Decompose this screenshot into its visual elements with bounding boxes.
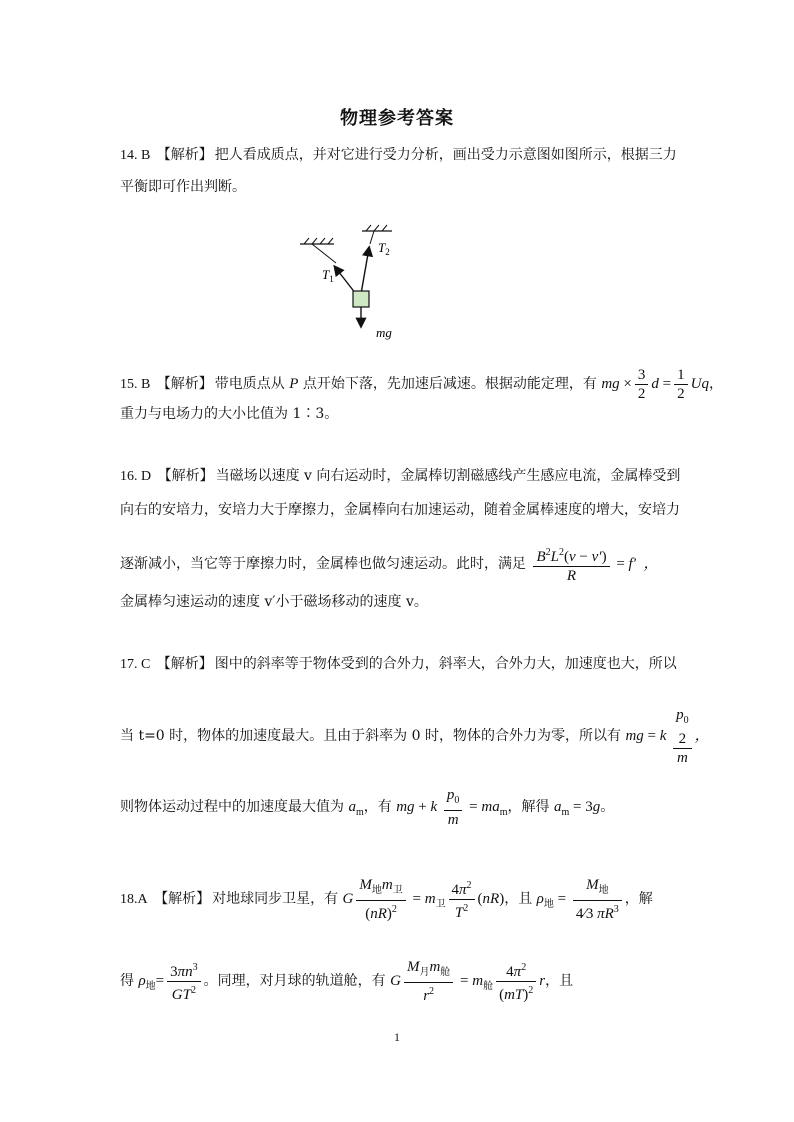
q18-equation-1: G $\frac{M_地m_卫}{(nR)^2}$ = $m_卫$ $\frac{4\pi^2}{T^2}$ (nR) xyxy=(342,877,505,922)
mass-box xyxy=(353,291,369,307)
q16-text-4: 金属棒匀速运动的速度 v′小于磁场移动的速度 v。 xyxy=(120,594,428,610)
q18-text-1a: 对地球同步卫星，有 xyxy=(212,890,339,907)
q17-line-3 xyxy=(120,786,614,829)
q18-text-2b: 。同理，对月球的轨道舱，有 xyxy=(203,972,386,989)
q18-number: 18.A xyxy=(120,891,148,907)
q14-analysis-tag: 【解析】 xyxy=(156,147,213,163)
q17-text-2: 当 t=0 时，物体的加速度最大。且由于斜率为 0 时，物体的合外力为零，所以有 xyxy=(120,727,621,744)
q18-line-2 xyxy=(120,958,573,1005)
left-rope xyxy=(312,244,336,263)
t2-label: $T_2$ xyxy=(378,240,390,257)
t1-label: $T_1$ xyxy=(322,267,334,284)
q17-line-2 xyxy=(120,706,710,767)
q16-number: 16. D xyxy=(120,469,152,484)
q15-line-2 xyxy=(120,404,338,424)
q17-equation-2: mg + k $\frac{p_0}{m}$ = $ma_m$ xyxy=(396,787,508,828)
page-title: 物理参考答案 xyxy=(340,108,454,129)
q18-equation-2: $\rho_地$ = $\frac{M_地}{4⁄3 \pi R^3}$ xyxy=(537,891,625,907)
right-rope xyxy=(370,231,374,244)
q16-line-1 xyxy=(120,466,680,487)
q17-result: $a_m = 3g$ xyxy=(553,798,601,818)
q18-equation-4: G $\frac{M_月m_舱}{r^2}$ = $m_舱$ $\frac{4\pi^2}{(mT)^2}$ r xyxy=(390,959,546,1004)
q15-text-2: 重力与电场力的大小比值为 1∶3。 xyxy=(120,406,339,422)
left-ceiling-hatch xyxy=(304,238,333,244)
q17-text-1: 图中的斜率等于物体受到的合外力，斜率大，合外力大，加速度也大，所以 xyxy=(214,656,677,672)
q18-equation-3: $\rho_地=$ $\frac{3\pi n^3}{GT^2}$ xyxy=(138,973,203,989)
q15-text-b: 点开始下落，先加速后减速。根据动能定理，有 xyxy=(302,375,597,392)
q17-text-3a: 则物体运动过程中的加速度最大值为 xyxy=(120,798,344,815)
q17-am: $a_m$ xyxy=(348,798,364,818)
q18-text-1c: ，解 xyxy=(624,890,653,907)
q17-text-3c: ，解得 xyxy=(507,798,550,815)
q16-text-2: 向右的安培力，安培力大于摩擦力，金属棒向右加速运动，随着金属棒速度的增大，安培力 xyxy=(120,502,680,518)
q16-line-2 xyxy=(120,500,680,520)
q16-line-3 xyxy=(120,544,658,585)
force-diagram xyxy=(290,222,430,347)
right-ceiling-hatch xyxy=(366,225,387,231)
q15-number: 15. B xyxy=(120,376,151,392)
q15-equation: mg × $\frac{3}{2}$ d = $\frac{1}{2}$ Uq xyxy=(601,367,709,402)
q16-line-4 xyxy=(120,592,428,612)
q15-line-1: 15. B 【解析】 带电质点从 P 点开始下落，先加速后减速。根据动能定理，有 mg × $\frac{3}{2}$ d = $\frac{1}{2}$ Uq， xyxy=(120,367,723,402)
q18-text-2c: ，且 xyxy=(545,972,574,989)
tension-t2-arrow xyxy=(361,248,369,294)
q16-analysis-tag: 【解析】 xyxy=(157,468,214,484)
q17-line-1 xyxy=(120,654,677,675)
page-number: 1 xyxy=(394,1030,400,1044)
q18-text-1b: ，且 xyxy=(504,890,533,907)
q17-text-3d: 。 xyxy=(600,798,615,815)
q15-analysis-tag: 【解析】 xyxy=(156,375,213,392)
q15-point-p: P xyxy=(289,375,299,392)
q14-text-2: 平衡即可作出判断。 xyxy=(120,179,246,195)
q17-number: 17. C xyxy=(120,657,151,672)
q15-text-a: 带电质点从 xyxy=(214,375,285,392)
mg-label: mg xyxy=(376,325,392,340)
q17-text-3b: ，有 xyxy=(363,798,392,815)
q14-line-1 xyxy=(120,145,677,166)
q18-analysis-tag: 【解析】 xyxy=(154,890,211,907)
q16-text-1: 当磁场以速度 v 向右运动时，金属棒切割磁感线产生感应电流，金属棒受到 xyxy=(215,468,681,484)
q18-line-1 xyxy=(120,876,653,923)
q18-text-2a: 得 xyxy=(120,972,134,989)
q14-line-2 xyxy=(120,177,246,197)
q17-equation-1: mg = k $p_0$ 2 m ， xyxy=(625,707,710,766)
q17-analysis-tag: 【解析】 xyxy=(156,656,213,672)
q14-number: 14. B xyxy=(120,148,151,163)
q14-text-1: 把人看成质点，并对它进行受力分析，画出受力示意图如图所示，根据三力 xyxy=(214,147,677,163)
q16-text-3: 逐渐减小，当它等于摩擦力时，金属棒也做匀速运动。此时，满足 xyxy=(120,555,526,572)
q16-equation: $\frac{B^2L^2(v - v')}{R}$ = f′ ， xyxy=(530,556,658,572)
tension-t1-arrow xyxy=(335,267,356,294)
